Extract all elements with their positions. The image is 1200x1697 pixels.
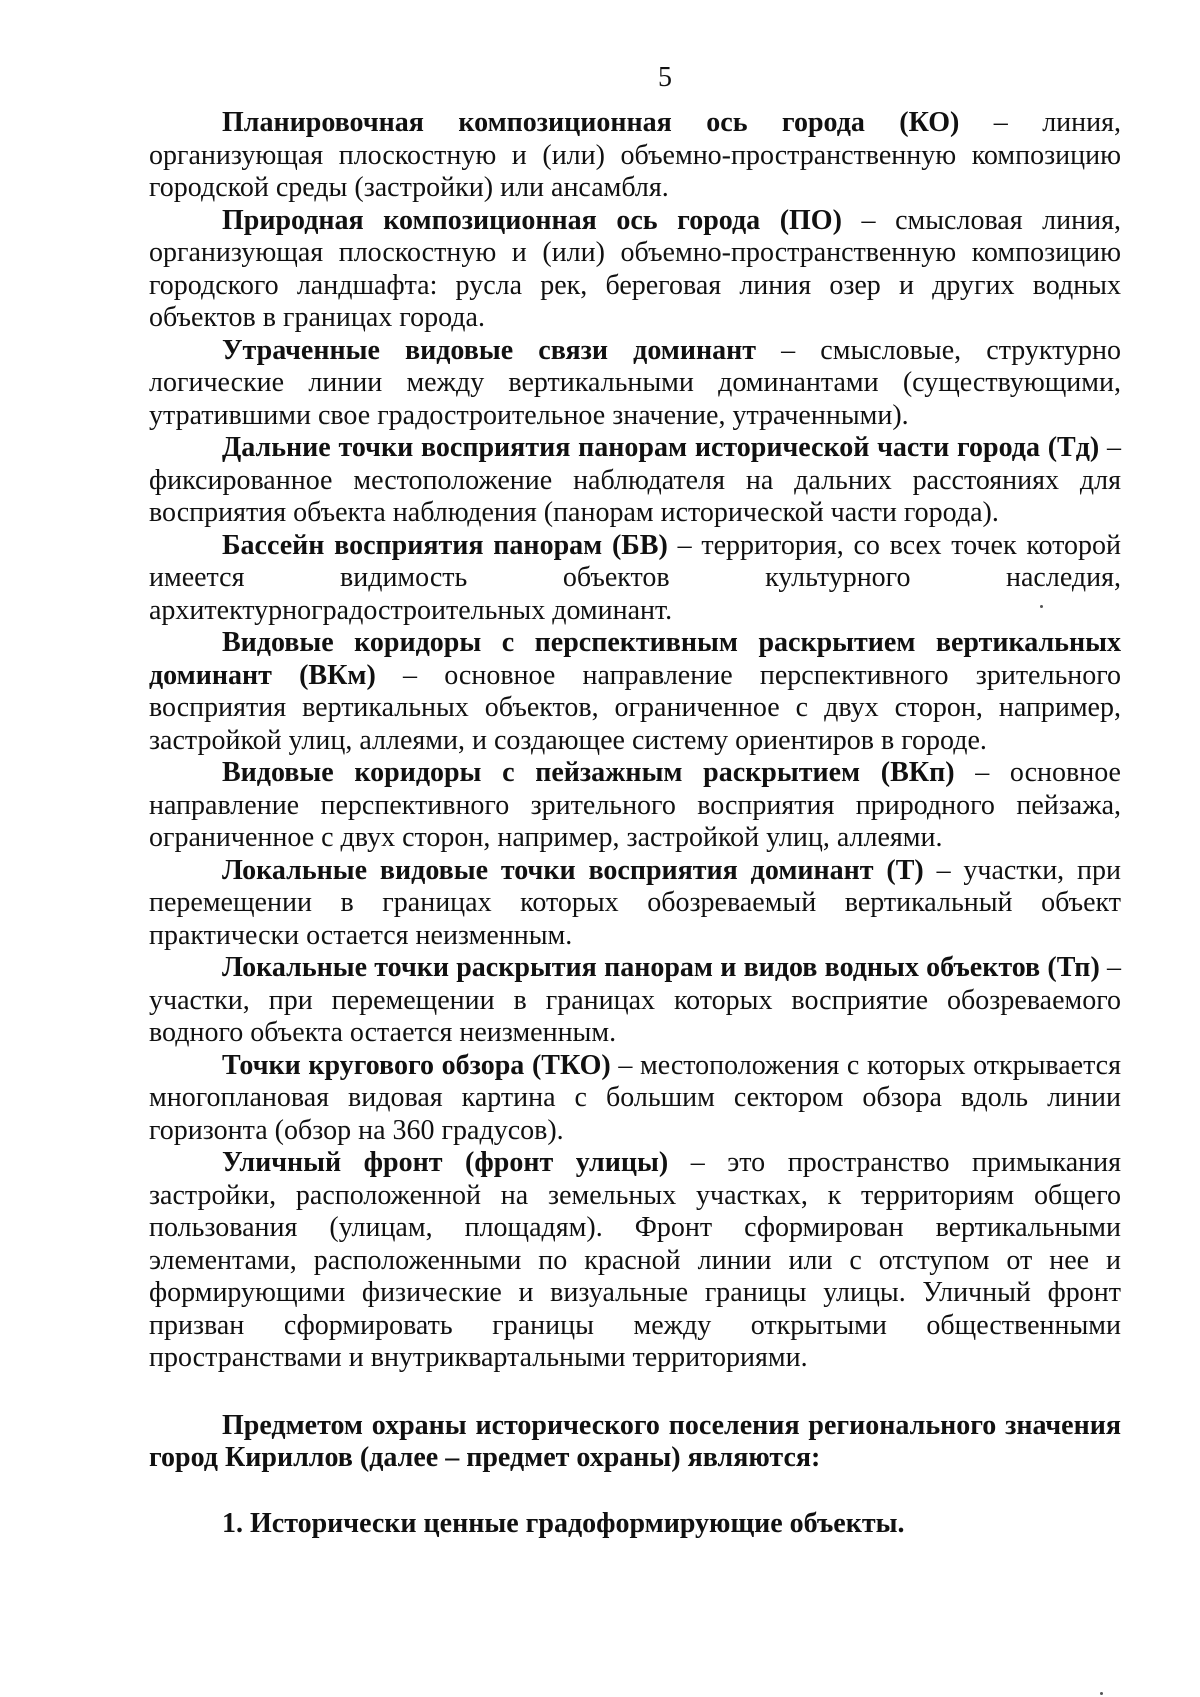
- protection-subject-heading: Предметом охраны исторического поселения регионального значения город Кириллов (далее – предмет охраны) являются:: [149, 1409, 1121, 1473]
- definition-paragraph: [149, 1050, 1121, 1148]
- definition-term: Точки кругового обзора (ТКО): [222, 1049, 611, 1081]
- definition-text: – фиксированное местоположение наблюдателя на дальних расстояниях для восприятия объекта наблюдения (панорам исторической части города).: [149, 432, 1121, 528]
- section-heading: 1. Исторически ценные градоформирующие объекты.: [222, 1507, 905, 1539]
- document-body: [149, 107, 1121, 1540]
- definition-term: Дальние точки восприятия панорам исторической части города (Тд): [222, 432, 1100, 463]
- definition-text: – линия, организующая плоскостную и (или) объемно-пространственную композицию городской среды (застройки) или ансамбля.: [149, 107, 1122, 203]
- scan-speck: [1040, 605, 1043, 608]
- definition-term: Видовые коридоры с перспективным раскрытием вертикальных доминант (ВКм): [149, 627, 1121, 691]
- definition-term: Уличный фронт (фронт улицы): [222, 1147, 669, 1178]
- definition-term: Локальные точки раскрытия панорам и видов водных объектов (Тп): [222, 952, 1100, 983]
- definition-text: – территория, со всех точек которой имеется видимость объектов культурного наследия, архитектурноградостроительных доминант.: [149, 529, 1121, 626]
- definition-paragraph: [149, 107, 1121, 205]
- definition-paragraph: [149, 855, 1121, 953]
- definition-term: Видовые коридоры с пейзажным раскрытием (ВКп): [222, 757, 955, 788]
- definition-text: – это пространство примыкания застройки, расположенной на земельных участках, к территориям общего пользования (улицам, площадям). Фронт сформирован вертикальными элементами, расположенными по красной линии или с отступом от нее и формирующими физические и визуальные границы улицы. Уличный фронт призван сформировать границы между открытыми общественными пространствами и внутриквартальными территориями.: [149, 1147, 1121, 1373]
- definition-paragraph: [149, 530, 1121, 628]
- definition-paragraph: [149, 952, 1121, 1050]
- definition-paragraph: [149, 757, 1121, 855]
- definition-text: – смысловая линия, организующая плоскостную и (или) объемно-пространственную композицию городского ландшафта: русла рек, береговая линия озер и других водных объектов в границах города.: [149, 204, 1121, 333]
- definition-text: – основное направление перспективного зрительного восприятия природного пейзажа, ограниченное с двух сторон, например, застройкой улиц, аллеями.: [149, 757, 1121, 853]
- definition-term: Природная композиционная ось города (ПО): [222, 204, 842, 236]
- definition-paragraph: [149, 205, 1121, 335]
- definition-text: – смысловые, структурно логические линии между вертикальными доминантами (существующими, утратившими свое градостроительное значение, утраченными).: [149, 334, 1121, 431]
- definition-text: – местоположения с которых открывается многоплановая видовая картина с большим сектором обзора вдоль линии горизонта (обзор на 360 градусов).: [149, 1049, 1121, 1146]
- definition-text: – участки, при перемещении в границах которых обозреваемый вертикальный объект практически остается неизменным.: [149, 854, 1121, 951]
- definition-term: Локальные видовые точки восприятия доминант (Т): [222, 854, 924, 886]
- page-number: 5: [658, 62, 672, 93]
- definition-paragraph: [149, 432, 1121, 530]
- definition-term: Планировочная композиционная ось города (КО): [222, 107, 960, 138]
- definition-term: Утраченные видовые связи доминант: [222, 334, 757, 366]
- definition-paragraph: [149, 1147, 1121, 1375]
- definition-text: – участки, при перемещении в границах которых восприятие обозреваемого водного объекта остается неизменным.: [149, 952, 1121, 1048]
- definition-paragraph: [149, 335, 1121, 433]
- scan-speck: [1100, 1692, 1103, 1695]
- definition-term: Бассейн восприятия панорам (БВ): [222, 529, 668, 561]
- definition-paragraph: [149, 627, 1121, 757]
- definition-text: – основное направление перспективного зрительного восприятия вертикальных объектов, ограниченное с двух сторон, например, застройкой улиц, аллеями, и создающее систему ориентиров в городе.: [149, 659, 1121, 756]
